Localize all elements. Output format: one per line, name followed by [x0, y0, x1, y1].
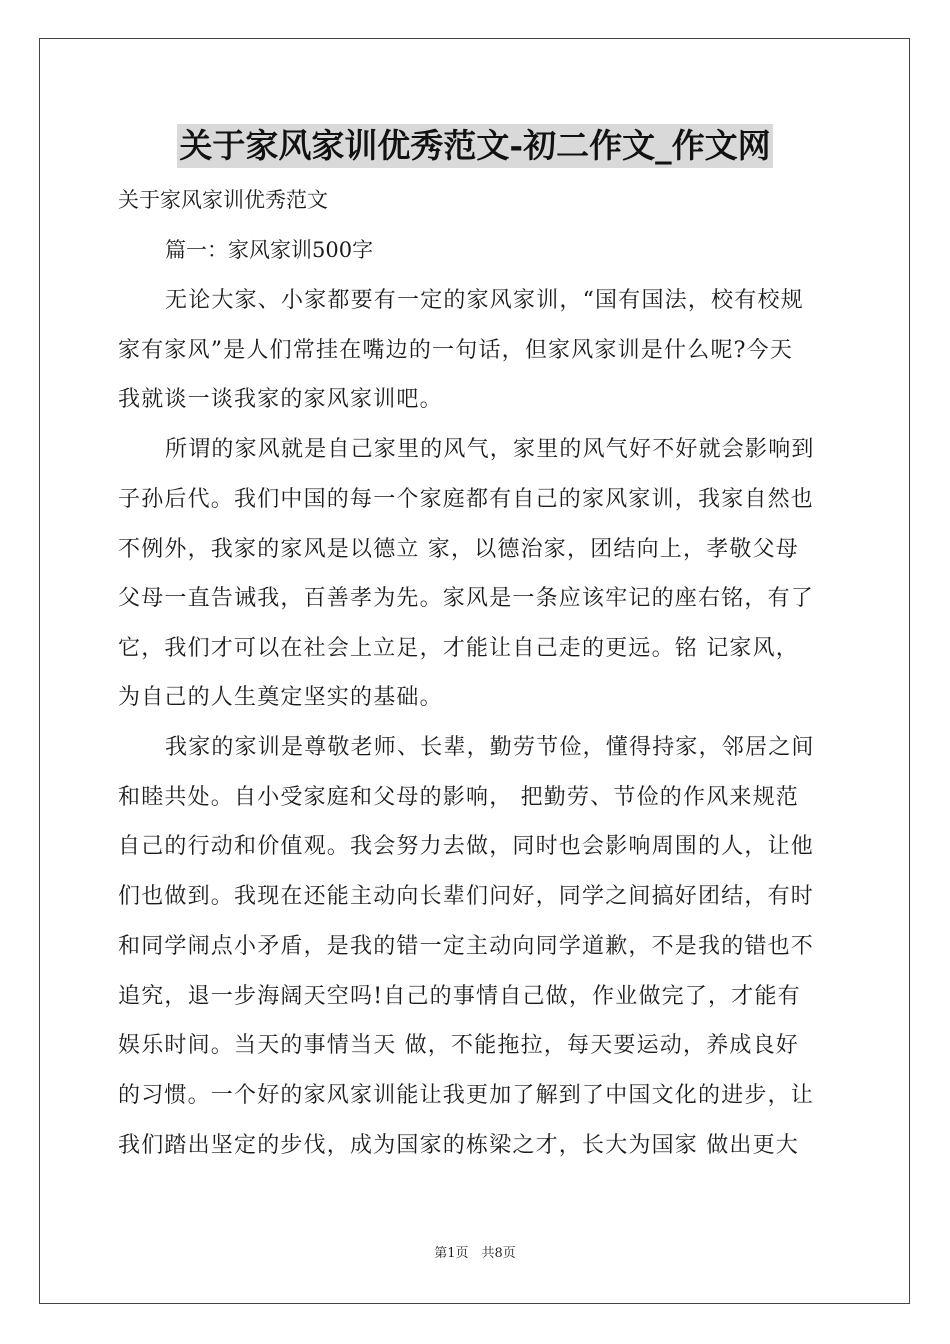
body-line: 父母一直告诫我，百善孝为先。家风是一条应该牢记的座右铭，有了 [118, 586, 815, 611]
body-line: 的习惯。一个好的家风家训能让我更加了解到了中国文化的进步，让 [118, 1083, 815, 1108]
page-border [39, 38, 910, 1304]
body-line: 不例外，我家的家风是以德立 家，以德治家，团结向上，孝敬父母 [118, 537, 799, 562]
title-container [0, 124, 950, 168]
body-line: 我就谈一谈我家的家风家训吧。 [118, 387, 443, 412]
body-line: 所谓的家风就是自己家里的风气，家里的风气好不好就会影响到 [165, 437, 815, 462]
body-line: 自己的行动和价值观。我会努力去做，同时也会影响周围的人，让他 [118, 834, 815, 859]
body-line: 它，我们才可以在社会上立足，才能让自己走的更远。铭 记家风， [118, 636, 799, 661]
document-subtitle: 关于家风家训优秀范文 [118, 188, 328, 212]
body-line: 家有家风”是人们常挂在嘴边的一句话，但家风家训是什么呢?今天 [118, 338, 794, 363]
section-heading: 篇一：家风家训500字 [165, 238, 374, 262]
body-line: 追究，退一步海阔天空吗!自己的事情自己做，作业做完了，才能有 [118, 984, 801, 1009]
document-title: 关于家风家训优秀范文-初二作文_作文网 [177, 124, 772, 168]
body-line: 无论大家、小家都要有一定的家风家训，“国有国法，校有校规 [165, 288, 804, 313]
body-line: 为自己的人生奠定坚实的基础。 [118, 685, 443, 710]
body-line: 我们踏出坚定的步伐，成为国家的栋梁之才，长大为国家 做出更大 [118, 1133, 799, 1158]
page-footer: 第1页 共8页 [434, 1246, 516, 1261]
body-line: 们也做到。我现在还能主动向长辈们问好，同学之间搞好团结，有时 [118, 884, 815, 909]
body-line: 子孙后代。我们中国的每一个家庭都有自己的家风家训，我家自然也 [118, 487, 815, 512]
body-line: 和同学闹点小矛盾，是我的错一定主动向同学道歉，不是我的错也不 [118, 934, 815, 959]
body-line: 和睦共处。自小受家庭和父母的影响， 把勤劳、节俭的作风来规范 [118, 785, 799, 810]
body-line: 娱乐时间。当天的事情当天 做，不能拖拉，每天要运动，养成良好 [118, 1033, 799, 1058]
body-line: 我家的家训是尊敬老师、长辈，勤劳节俭，懂得持家，邻居之间 [165, 735, 815, 760]
